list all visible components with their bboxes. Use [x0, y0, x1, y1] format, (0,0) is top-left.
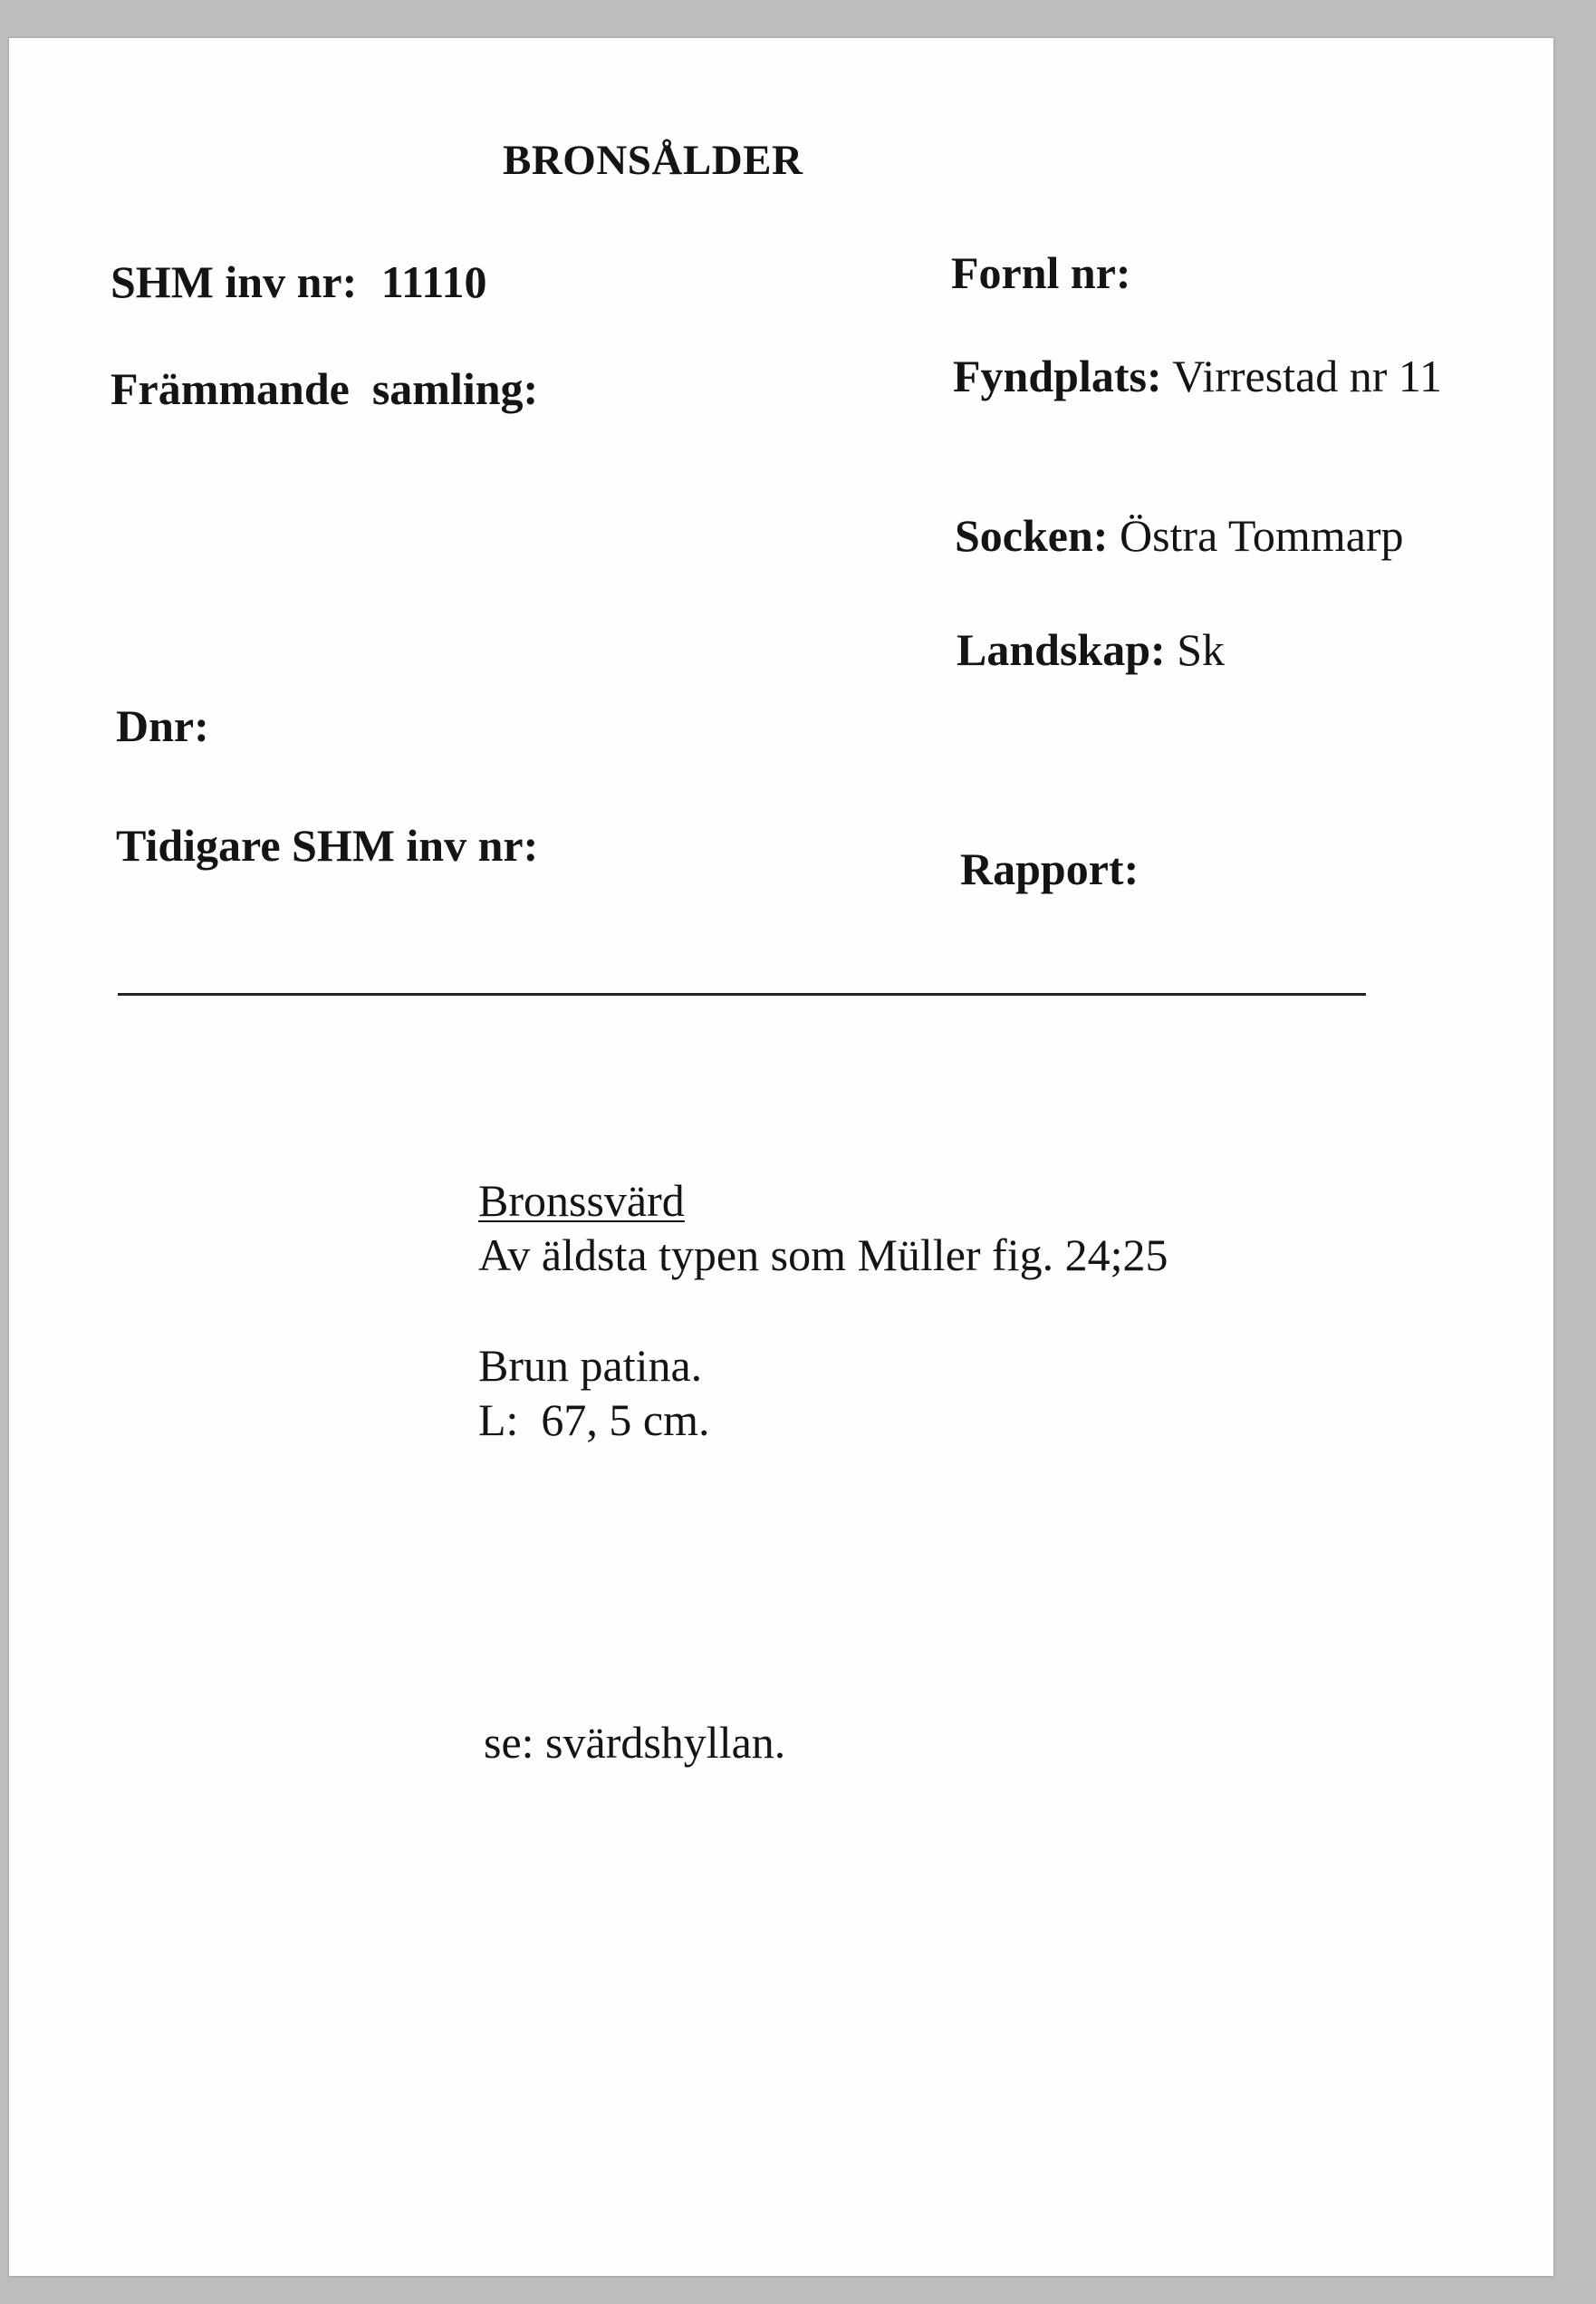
shm-inv-field: [111, 256, 487, 307]
fyndplats-label: Fyndplats:: [953, 351, 1162, 401]
period-heading: BRONSÅLDER: [503, 137, 803, 184]
fyndplats-value: Virrestad nr 11: [1172, 351, 1443, 401]
landskap-field: [957, 624, 1226, 675]
dnr-label: Dnr:: [116, 700, 209, 751]
shm-inv-label: SHM inv nr:: [111, 256, 358, 307]
fornl-field: [951, 247, 1131, 298]
catalog-card: [9, 38, 1553, 2276]
socken-value: Östra Tommarp: [1119, 510, 1404, 561]
shm-inv-value: 11110: [380, 256, 487, 307]
frammande-samling-label: Främmande samling:: [111, 363, 539, 414]
socken-label: Socken:: [955, 510, 1109, 561]
rapport-field: [960, 846, 1139, 892]
tidigare-shm-field: [116, 820, 539, 871]
fyndplats-field: [953, 353, 1442, 399]
fornl-label: Fornl nr:: [951, 247, 1131, 298]
section-divider: [118, 993, 1366, 996]
socken-field: [955, 510, 1404, 561]
reference-line: se: svärdshyllan.: [484, 1717, 786, 1768]
object-type-line: Av äldsta typen som Müller fig. 24;25: [478, 1229, 1168, 1280]
landskap-label: Landskap:: [957, 624, 1166, 675]
object-title: Bronssvärd: [478, 1175, 685, 1226]
frammande-samling-field: [111, 363, 539, 414]
landskap-value: Sk: [1177, 624, 1226, 675]
dnr-field: [116, 700, 209, 751]
length-line: L: 67, 5 cm.: [478, 1394, 710, 1445]
patina-line: Brun patina.: [478, 1340, 703, 1391]
tidigare-shm-label: Tidigare SHM inv nr:: [116, 820, 539, 871]
rapport-label: Rapport:: [960, 844, 1139, 894]
